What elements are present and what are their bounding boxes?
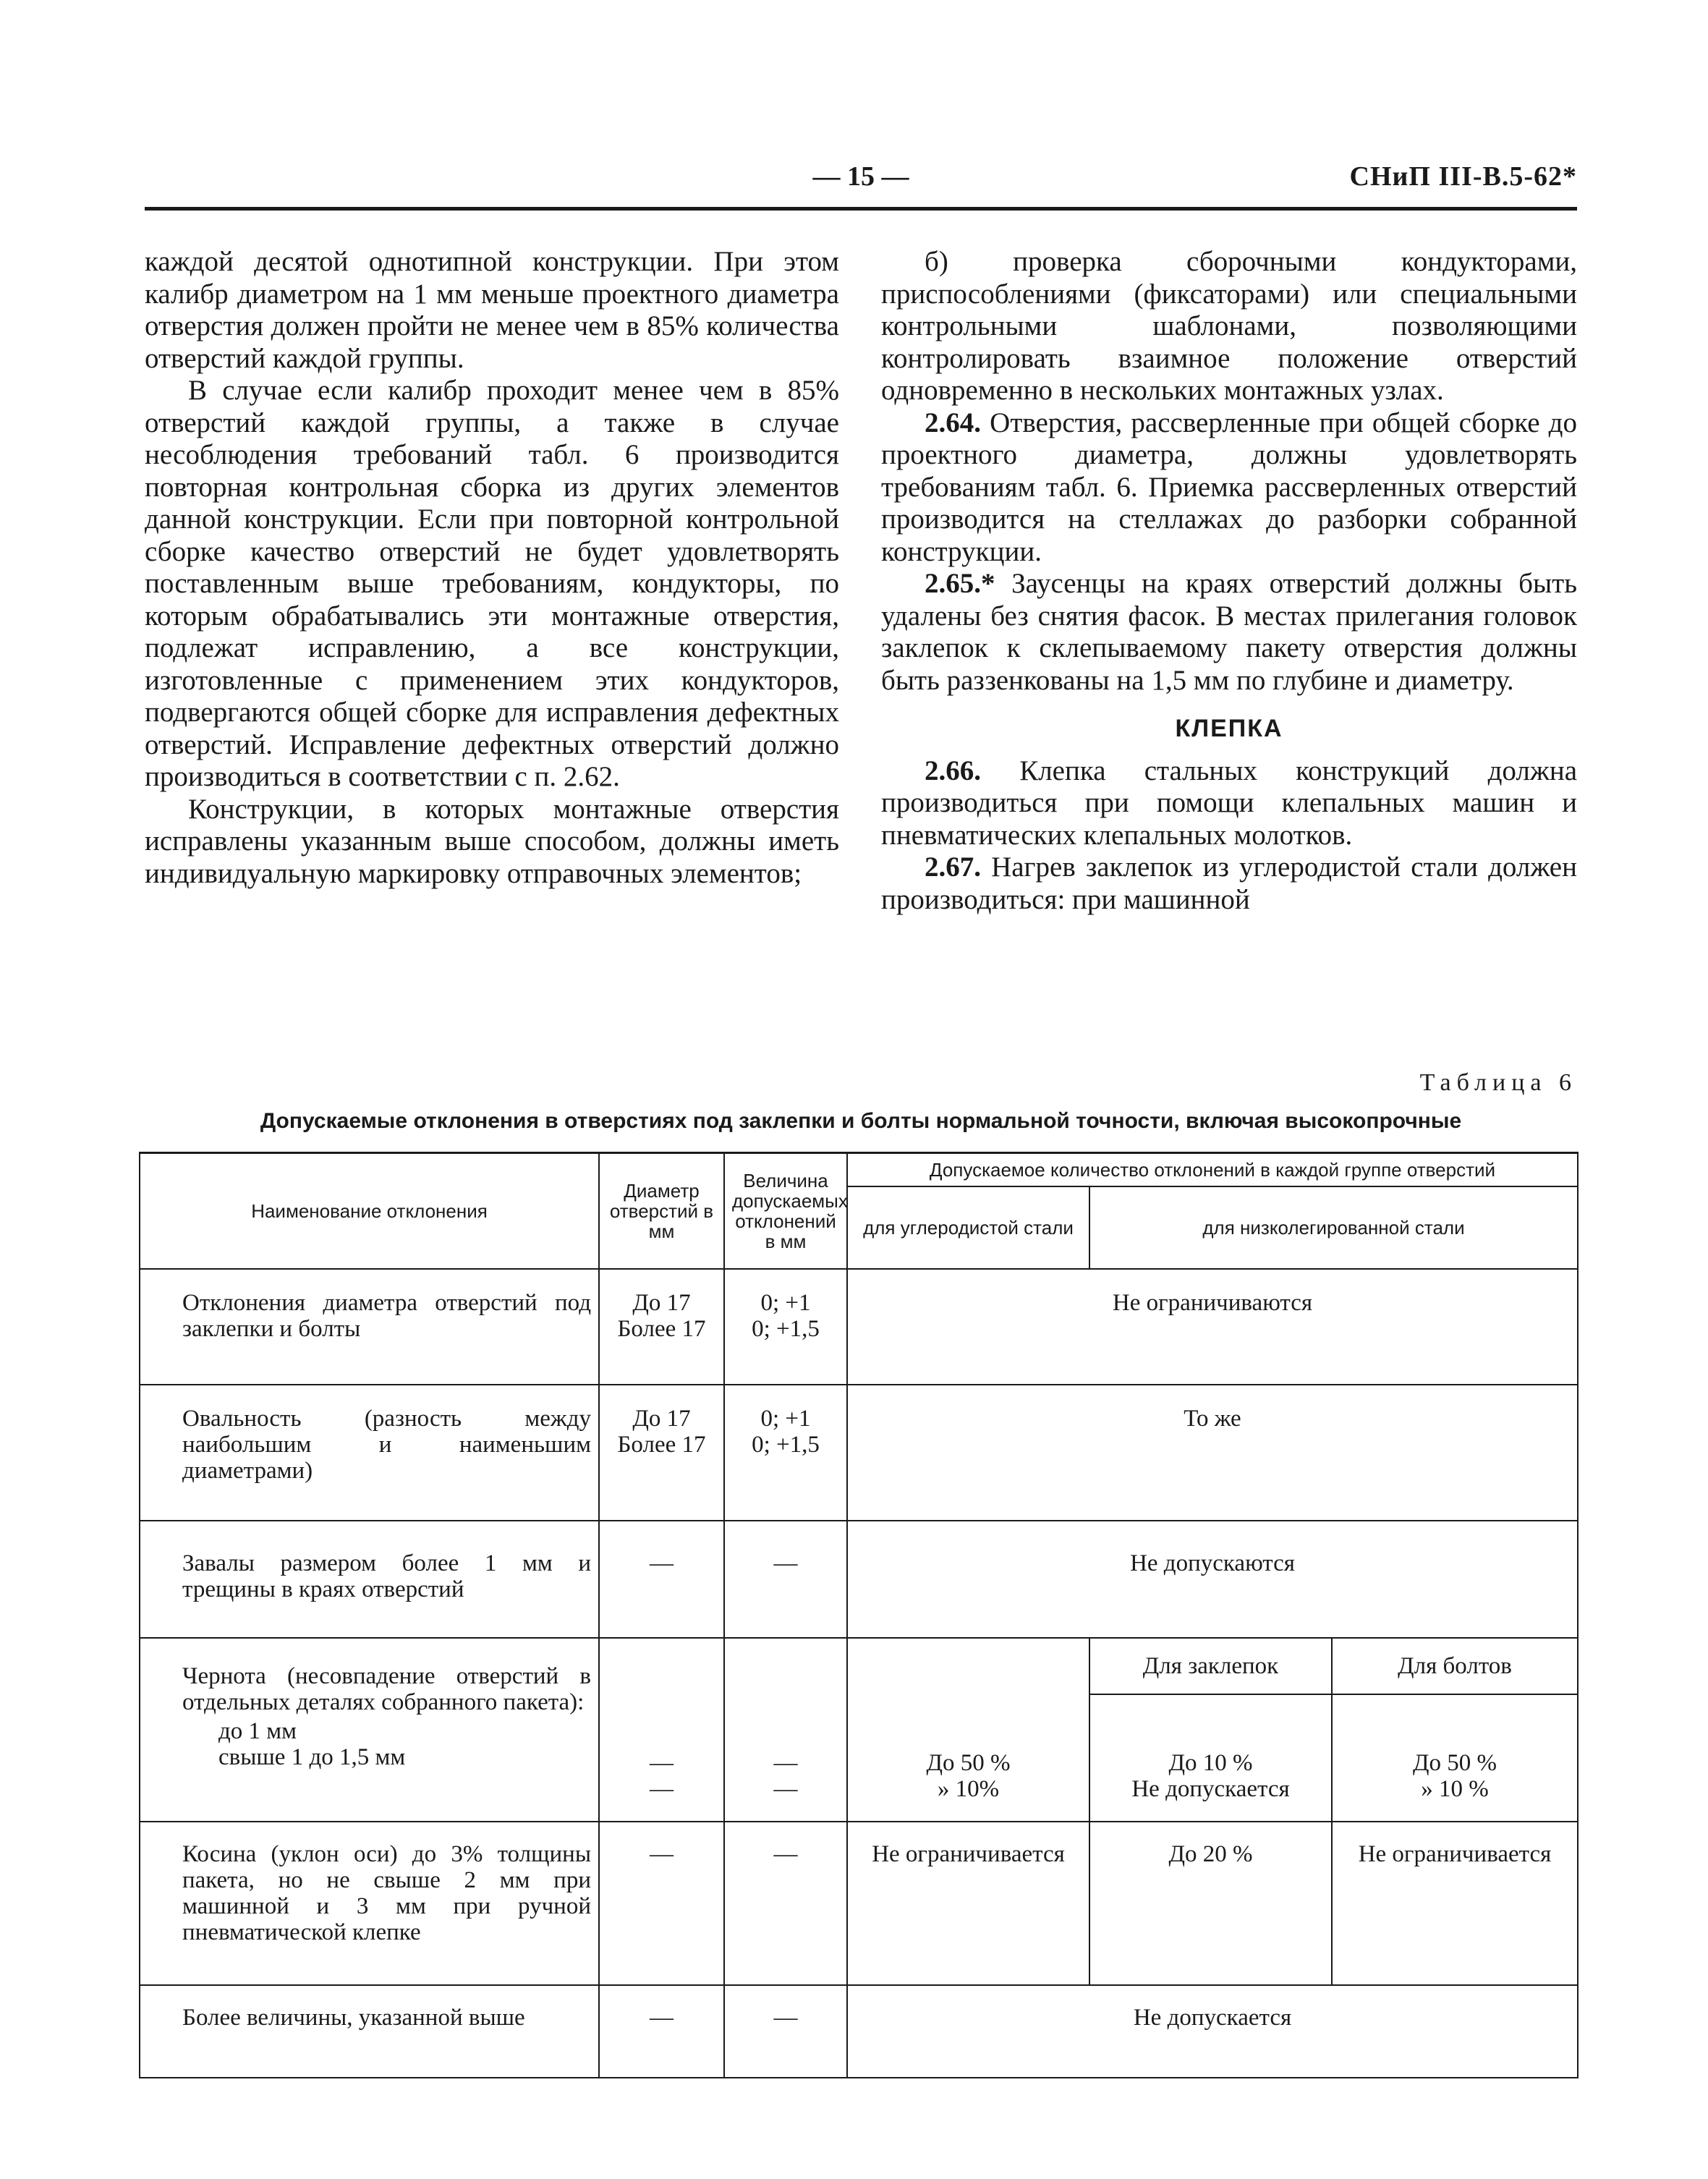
value-line: Более 17 [617, 1432, 706, 1458]
header-bolts: Для болтов [1332, 1638, 1578, 1694]
row-diameter [599, 1385, 724, 1521]
table-row [140, 1269, 1578, 1385]
paragraph: каждой десятой однотипной конструкции. При этом калибр диаметром на 1 мм меньше проектного диаметра отверстия должен пройти не менее чем в 85% количества отверстий каждой группы. [145, 246, 839, 374]
value-line: — [650, 1750, 674, 1776]
row-carbon: Не ограничивается [847, 1822, 1089, 1985]
row-name: Косина (уклон оси) до 3% толщины пакета, но не свыше 2 мм при машинной и 3 мм при ручной пневматической клепке [140, 1822, 599, 1985]
table-label: Таблица 6 [1419, 1069, 1577, 1096]
value-line: Более 17 [617, 1316, 706, 1342]
clause-text: Нагрев заклепок из углеродистой стали должен производиться: при машинной [881, 851, 1577, 915]
row-name: Более величины, указанной выше [140, 1985, 599, 2078]
row-merged: Не допускается [847, 1985, 1578, 2078]
row-value: — [724, 1521, 847, 1638]
table-row [140, 1985, 1578, 2078]
value-line: 0; +1 [760, 1290, 811, 1316]
header-carbon: для углеродистой стали [847, 1186, 1089, 1269]
page-header [145, 161, 1577, 204]
header-allowed: Допускаемое количество отклонений в каждой группе отверстий [847, 1153, 1578, 1187]
row-name: Овальность (разность между наибольшим и наименьшим диаметрами) [140, 1385, 599, 1521]
header-rule [145, 207, 1577, 211]
value-line: — [650, 1776, 674, 1802]
row-diameter [599, 1269, 724, 1385]
row-diameter: — [599, 1822, 724, 1985]
clause-text: Отверстия, рассверленные при общей сборке до проектного диаметра, должны удовлетворять требованиям табл. 6. Приемка рассверленных отверстий производится на стеллажах до разборки собранной конструкции. [881, 407, 1577, 567]
paragraph: б) проверка сборочными кондукторами, приспособлениями (фиксаторами) или специальными контрольными шаблонами, позволяющими контролировать взаимное положение отверстий одновременно в нескольких монтажных узлах. [881, 246, 1577, 406]
row-value [724, 1385, 847, 1521]
row-diameter: — [599, 1521, 724, 1638]
header-diameter: Диаметр отверстий в мм [599, 1153, 724, 1270]
clause-2-64 [881, 407, 1577, 569]
row-name [140, 1638, 599, 1822]
clause-number: 2.65.* [925, 568, 995, 599]
clause-text: Заусенцы на краях отверстий должны быть удалены без снятия фасок. В местах прилегания головок заклепок к склепываемому пакету отверстия должны быть раззенкованы на 1,5 мм по глубине и диаметру. [881, 568, 1578, 696]
row-diameter: — [599, 1985, 724, 2078]
value-line: » 10% [937, 1776, 1000, 1802]
paragraph: В случае если калибр проходит менее чем в 85% отверстий каждой группы, а также в случае несоблюдения требований табл. 6 производится повторная контрольная сборка из других элементов данной конструкции. Если при повторной контрольной сборке качество отверстий не будет удовлетворять поставленным выше требованиям, кондукторы, по которым обрабатывались эти монтажные отверстия, подлежат исправлению, а все конструкции, изготовленные с применением этих кондукторов, подвергаются общей сборке для исправления дефектных отверстий. Исправление дефектных отверстий должно производиться в соответствии с п. 2.62. [145, 375, 839, 792]
row-merged: Не допускаются [847, 1521, 1578, 1638]
section-heading: КЛЕПКА [1175, 715, 1283, 742]
value-line: До 50 % [926, 1750, 1011, 1776]
row-bolts [1332, 1694, 1578, 1822]
row-merged: То же [847, 1385, 1578, 1521]
deviation-table [139, 1152, 1579, 2078]
header-rivets: Для заклепок [1089, 1638, 1332, 1694]
page-number: — 15 — [812, 161, 909, 192]
row-value [724, 1269, 847, 1385]
row-rivets [1089, 1694, 1332, 1822]
row-rivets: До 20 % [1089, 1822, 1332, 1985]
table-row [140, 1385, 1578, 1521]
right-column [881, 246, 1577, 916]
row-value: — [724, 1985, 847, 2078]
paragraph: Конструкции, в которых монтажные отверстия исправлены указанным выше способом, должны иметь индивидуальную маркировку отправочных элементов; [145, 793, 839, 889]
row-value [724, 1638, 847, 1822]
sub-text: до 1 мм [218, 1718, 297, 1744]
value-line: До 10 % [1168, 1750, 1253, 1776]
clause-number: 2.64. [925, 407, 981, 438]
row-name: Завалы размером более 1 мм и трещины в краях отверстий [140, 1521, 599, 1638]
row-name: Отклонения диаметра отверстий под заклепки и болты [140, 1269, 599, 1385]
clause-2-65 [881, 568, 1577, 697]
value-line: 0; +1 [760, 1406, 811, 1432]
table-header-row [140, 1153, 1578, 1187]
clause-text: Клепка стальных конструкций должна производиться при помощи клепальных машин и пневматических клепальных молотков. [881, 755, 1577, 851]
row-carbon [847, 1638, 1089, 1822]
table-row [140, 1822, 1578, 1985]
value-line: До 17 [632, 1290, 691, 1316]
row-diameter [599, 1638, 724, 1822]
table-row [140, 1638, 1578, 1694]
clause-2-67 [881, 851, 1577, 916]
value-line: До 17 [632, 1406, 691, 1432]
value-line: » 10 % [1421, 1776, 1489, 1802]
value-line: — [773, 1750, 798, 1776]
table-row [140, 1521, 1578, 1638]
sub-text: свыше 1 до 1,5 мм [218, 1744, 406, 1770]
row-bolts: Не ограничивается [1332, 1822, 1578, 1985]
clause-number: 2.66. [925, 755, 981, 786]
row-sub-item [182, 1718, 591, 1744]
value-line: — [773, 1776, 798, 1802]
row-merged: Не ограничиваются [847, 1269, 1578, 1385]
row-sub-item [182, 1744, 591, 1770]
row-name-main: Чернота (несовпадение отверстий в отдельных деталях собранного пакета): [182, 1663, 591, 1715]
value-line: 0; +1,5 [752, 1316, 820, 1342]
value-line: 0; +1,5 [752, 1432, 820, 1458]
left-column [145, 246, 839, 890]
value-line: До 50 % [1413, 1750, 1497, 1776]
header-lowalloy: для низколегированной стали [1089, 1186, 1578, 1269]
clause-2-66 [881, 755, 1577, 852]
header-name: Наименование отклонения [140, 1153, 599, 1270]
table-title: Допускаемые отклонения в отверстиях под заклепки и болты нормальной точности, включая высокопрочные [260, 1109, 1462, 1133]
row-value: — [724, 1822, 847, 1985]
clause-number: 2.67. [925, 851, 981, 883]
document-code: СНиП III-B.5-62* [1349, 161, 1577, 192]
value-line: Не допускается [1131, 1776, 1290, 1802]
header-value: Величина допускаемых отклонений в мм [724, 1153, 847, 1270]
